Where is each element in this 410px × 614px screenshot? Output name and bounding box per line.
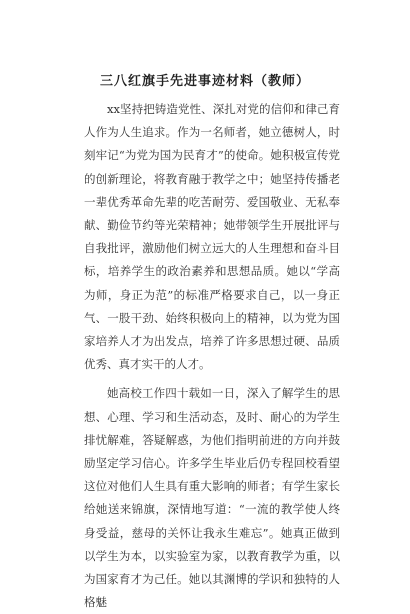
paragraph-2: 她高校工作四十载如一日，深入了解学生的思想、心理、学习和生活动态，及时、耐心的为学生排忧解难，答疑解惑，为他们指明前进的方向并鼓励坚定学习信心。许多学生毕业后仍专程回校看望这位对他们人生具有重大影响的师者；有学生家长给她送来锦旗，深情地写道：“一流的教学使人终身受益，慈母的关怀让我永生难忘”。她真正做到以学生为本，以实验室为家，以教育教学为重，以为国家育才为己任。她以其渊博的学识和独特的人格魅	[84, 386, 340, 610]
paragraph-1: xx坚持把铸造党性、深扎对党的信仰和律己育人作为人生追求。作为一名师者，她立德树人，时刻牢记“为党为国为民育才”的使命。她积极宣传党的创新理论，将教育融于教学之中；她坚持传播老一辈优秀革命先辈的吃苦耐劳、爱国敬业、无私奉献、勤俭节约等光荣精神；她带领学生开展批评与自我批评，激励他们树立远大的人生理想和奋斗目标，培养学生的政治素养和思想品质。她以“学高为师，身正为范”的标准严格要求自己，以一身正气、一股干劲、始终积极向上的精神，以为党为国家培养人才为出发点，培养了许多思想过硬、品质优秀、真才实干的人才。	[84, 102, 340, 372]
document-body	[84, 98, 340, 614]
document-title: 三八红旗手先进事迹材料（教师）	[99, 74, 310, 89]
